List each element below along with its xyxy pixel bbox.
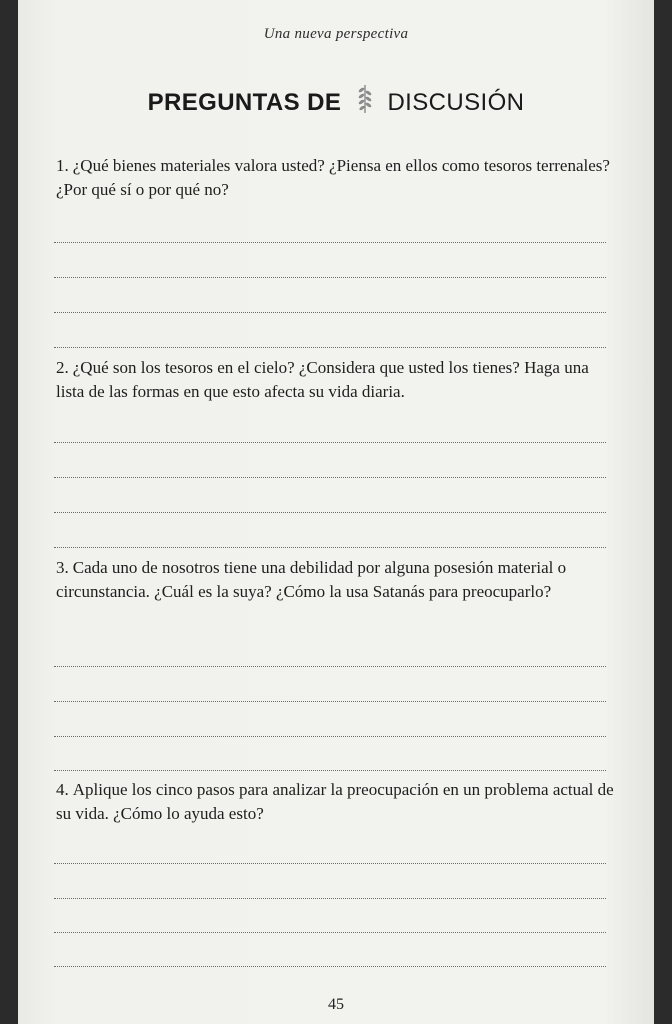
title-word-discusion: DISCUSIÓN <box>387 89 525 116</box>
running-head: Una nueva perspectiva <box>263 26 409 42</box>
answer-line <box>54 277 606 278</box>
answer-line <box>54 932 606 933</box>
answer-line <box>54 312 606 313</box>
question-number: 2. <box>56 358 69 377</box>
question-3 <box>56 556 616 604</box>
answer-line <box>54 863 606 864</box>
question-2 <box>56 356 616 404</box>
answer-line <box>54 736 606 737</box>
answer-line <box>54 666 606 667</box>
question-1 <box>56 154 616 202</box>
answer-line <box>54 477 606 478</box>
question-text: Aplique los cinco pasos para analizar la preocupación en un problema actual de su vida. ¿Cómo lo ayuda esto? <box>56 780 614 823</box>
book-page <box>18 0 654 1024</box>
answer-line <box>54 242 606 243</box>
answer-line <box>54 966 606 967</box>
title-word-preguntas: PREGUNTAS DE <box>147 89 342 116</box>
answer-line <box>54 512 606 513</box>
question-number: 1. <box>56 156 69 175</box>
answer-line <box>54 442 606 443</box>
answer-line <box>54 898 606 899</box>
question-number: 3. <box>56 558 69 577</box>
answer-line <box>54 547 606 548</box>
question-text: Cada uno de nosotros tiene una debilidad por alguna posesión material o circunstancia. ¿Cuál es la suya? ¿Cómo la usa Satanás para preocuparlo? <box>56 558 567 601</box>
laurel-sprig-icon <box>356 84 374 121</box>
question-number: 4. <box>56 780 69 799</box>
question-text: ¿Qué bienes materiales valora usted? ¿Piensa en ellos como tesoros terrenales? ¿Por qué sí o por qué no? <box>56 156 610 199</box>
question-4 <box>56 778 616 826</box>
answer-line <box>54 770 606 771</box>
page-number: 45 <box>328 996 344 1013</box>
answer-line <box>54 347 606 348</box>
answer-line <box>54 701 606 702</box>
question-text: ¿Qué son los tesoros en el cielo? ¿Considera que usted los tienes? Haga una lista de las formas en que esto afecta su vida diaria. <box>56 358 589 401</box>
page-title <box>18 84 654 121</box>
